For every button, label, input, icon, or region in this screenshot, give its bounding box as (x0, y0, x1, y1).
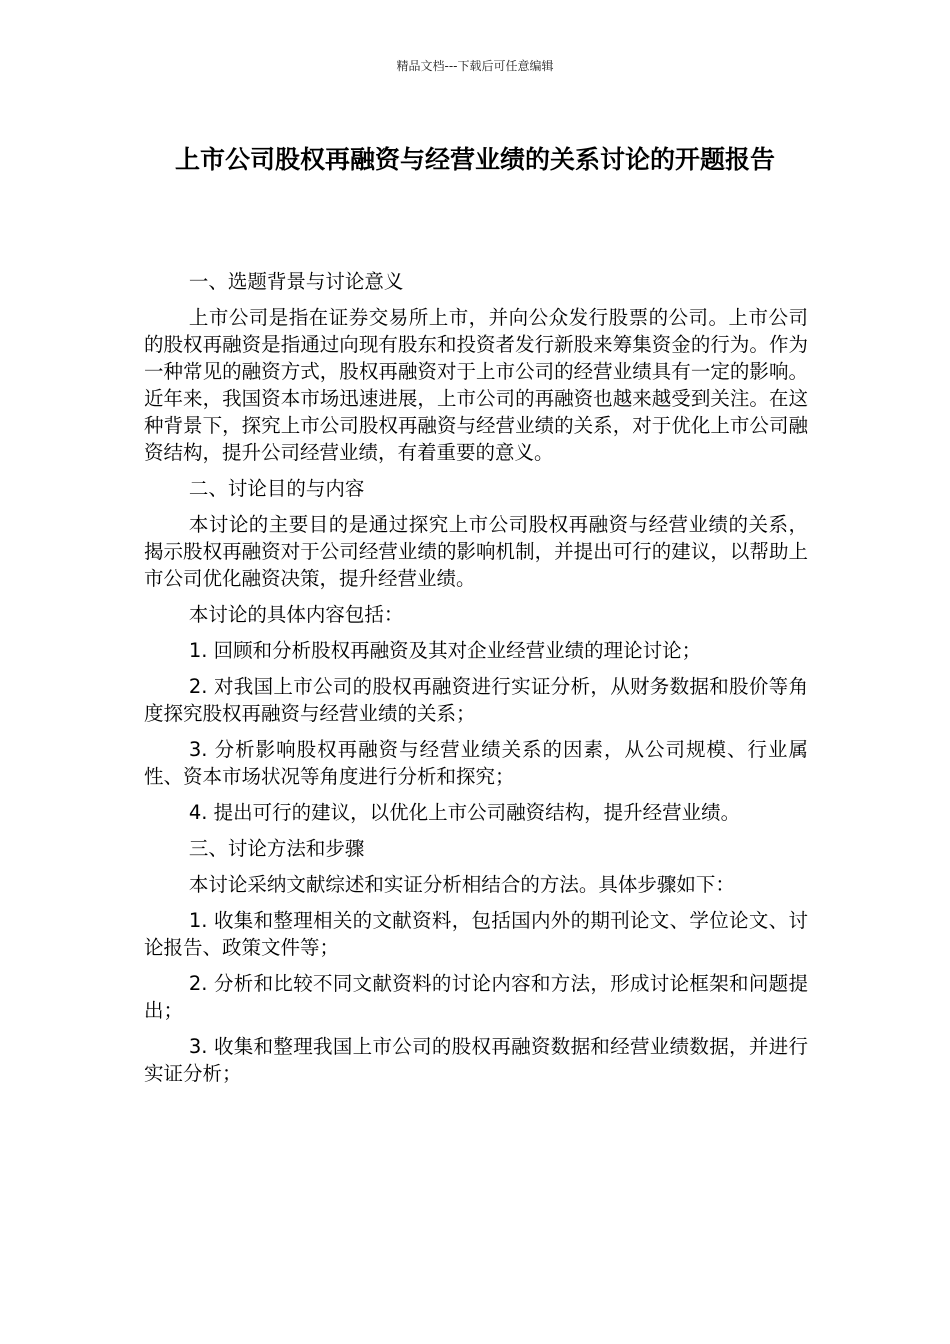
list-item-content-1: 1. 回顾和分析股权再融资及其对企业经营业绩的理论讨论； (188, 639, 702, 662)
list-item-step-3: 3. 收集和整理我国上市公司的股权再融资数据和经营业绩数据，并进行实证分析； (144, 1035, 808, 1085)
list-item-content-2: 2. 对我国上市公司的股权再融资进行实证分析，从财务数据和股价等角度探究股权再融资与经营业绩的关系； (144, 675, 808, 725)
list-item-step-1: 1. 收集和整理相关的文献资料，包括国内外的期刊论文、学位论文、讨论报告、政策文件等； (144, 909, 808, 959)
paragraph-purpose: 本讨论的主要目的是通过探究上市公司股权再融资与经营业绩的关系，揭示股权再融资对于公司经营业绩的影响机制，并提出可行的建议，以帮助上市公司优化融资决策，提升经营业绩。 (144, 513, 808, 590)
document-title: 上市公司股权再融资与经营业绩的关系讨论的开题报告 (174, 145, 775, 174)
paragraph-methods-intro: 本讨论采纳文献综述和实证分析相结合的方法。具体步骤如下： (188, 873, 735, 896)
document-body (144, 268, 808, 1096)
list-item-content-4: 4. 提出可行的建议，以优化上市公司融资结构，提升经营业绩。 (188, 801, 741, 824)
list-item-step-2: 2. 分析和比较不同文献资料的讨论内容和方法，形成讨论框架和问题提出； (144, 972, 808, 1022)
section-heading-background: 一、选题背景与讨论意义 (188, 270, 404, 293)
section-heading-purpose: 二、讨论目的与内容 (188, 477, 365, 500)
list-item-content-3: 3. 分析影响股权再融资与经营业绩关系的因素，从公司规模、行业属性、资本市场状况等角度进行分析和探究； (144, 738, 808, 788)
paragraph-content-intro: 本讨论的具体内容包括： (188, 603, 404, 626)
header-note: 精品文档---下载后可任意编辑 (396, 59, 554, 73)
section-heading-methods: 三、讨论方法和步骤 (188, 837, 365, 860)
paragraph-background: 上市公司是指在证券交易所上市，并向公众发行股票的公司。上市公司的股权再融资是指通过向现有股东和投资者发行新股来筹集资金的行为。作为一种常见的融资方式，股权再融资对于上市公司的经营业绩具有一定的影响。近年来，我国资本市场迅速进展，上市公司的再融资也越来越受到关注。在这种背景下，探究上市公司股权再融资与经营业绩的关系，对于优化上市公司融资结构，提升公司经营业绩，有着重要的意义。 (144, 306, 808, 464)
